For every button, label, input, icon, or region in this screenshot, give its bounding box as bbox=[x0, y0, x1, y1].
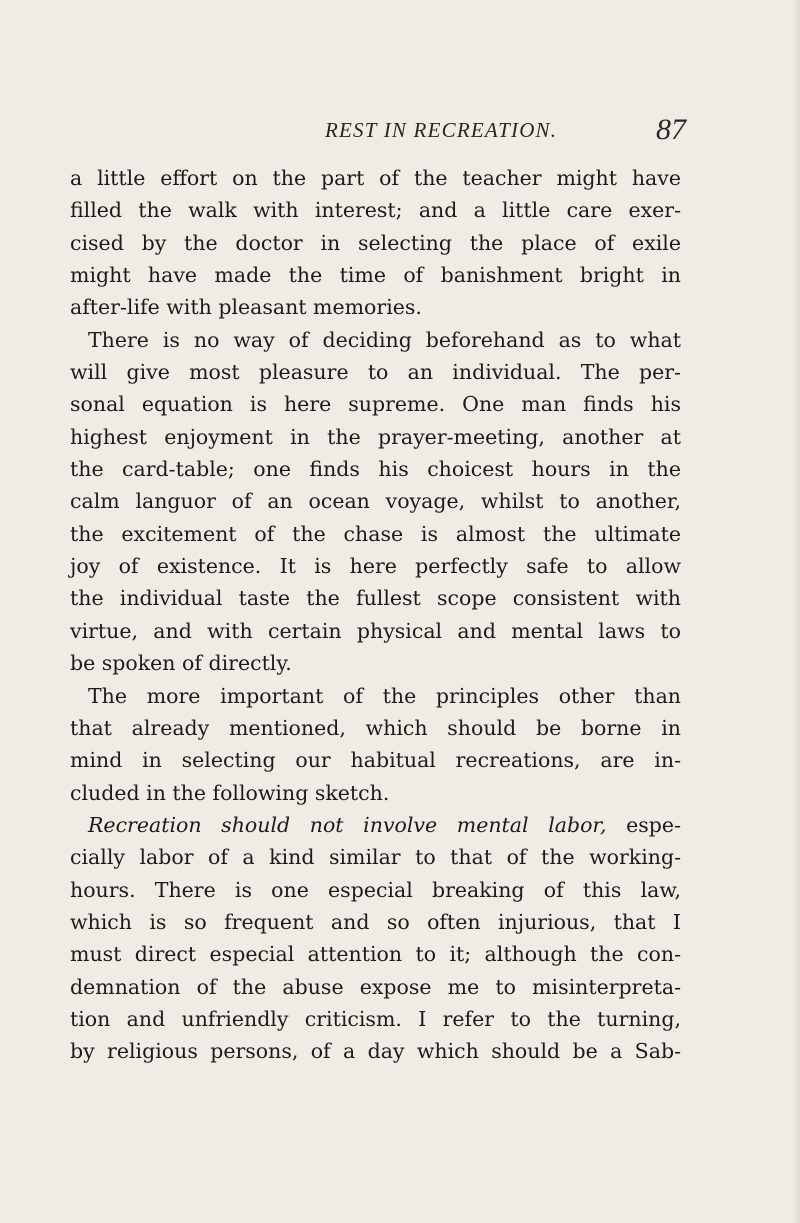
text-line: cluded in the following sketch. bbox=[70, 780, 390, 805]
text-line: after-life with pleasant memories. bbox=[70, 295, 422, 320]
page-number: 87 bbox=[656, 113, 686, 146]
running-head bbox=[0, 113, 800, 152]
text-line-mixed bbox=[70, 809, 681, 841]
text-line: will give most pleasure to an individual. The per- bbox=[70, 360, 681, 385]
text-line: calm languor of an ocean voyage, whilst to another, bbox=[70, 489, 681, 514]
text-line: demnation of the abuse expose me to misinterpreta- bbox=[70, 974, 681, 999]
text-line: virtue, and with certain physical and mental laws to bbox=[70, 618, 681, 643]
text-line: highest enjoyment in the prayer-meeting, another at bbox=[70, 424, 681, 449]
text-line: the excitement of the chase is almost the ultimate bbox=[70, 521, 681, 546]
text-line: a little effort on the part of the teacher might have bbox=[70, 166, 681, 190]
text-line: the card-table; one finds his choicest hours in the bbox=[70, 457, 681, 482]
text-line: joy of existence. It is here perfectly safe to allow bbox=[70, 554, 681, 579]
text-line: sonal equation is here supreme. One man finds his bbox=[70, 392, 681, 417]
italic-phrase: Recreation should not involve mental labor, bbox=[88, 812, 607, 837]
text-line: the individual taste the fullest scope consistent with bbox=[70, 586, 681, 611]
text-line: The more important of the principles other than bbox=[88, 683, 681, 708]
text-line: hours. There is one especial breaking of this law, bbox=[70, 877, 681, 902]
text-line: must direct especial attention to it; although the con- bbox=[70, 942, 681, 967]
text-line: filled the walk with interest; and a little care exer- bbox=[70, 198, 681, 223]
body-text bbox=[70, 162, 681, 1068]
text-line: cised by the doctor in selecting the place of exile bbox=[70, 230, 681, 255]
text-fragment: espe- bbox=[626, 812, 681, 837]
text-line: by religious persons, of a day which should be a Sab- bbox=[70, 1039, 681, 1064]
text-line: might have made the time of banishment bright in bbox=[70, 263, 681, 288]
text-line: There is no way of deciding beforehand as to what bbox=[88, 327, 681, 352]
running-title: REST IN RECREATION. bbox=[325, 118, 558, 142]
text-line: be spoken of directly. bbox=[70, 651, 292, 676]
text-line: cially labor of a kind similar to that of the working- bbox=[70, 845, 681, 870]
text-line: that already mentioned, which should be borne in bbox=[70, 715, 681, 740]
text-line: which is so frequent and so often injurious, that I bbox=[70, 909, 681, 934]
text-line: mind in selecting our habitual recreations, are in- bbox=[70, 748, 681, 773]
text-line: tion and unfriendly criticism. I refer to the turning, bbox=[70, 1006, 681, 1031]
page-edge-shadow bbox=[792, 0, 800, 1223]
